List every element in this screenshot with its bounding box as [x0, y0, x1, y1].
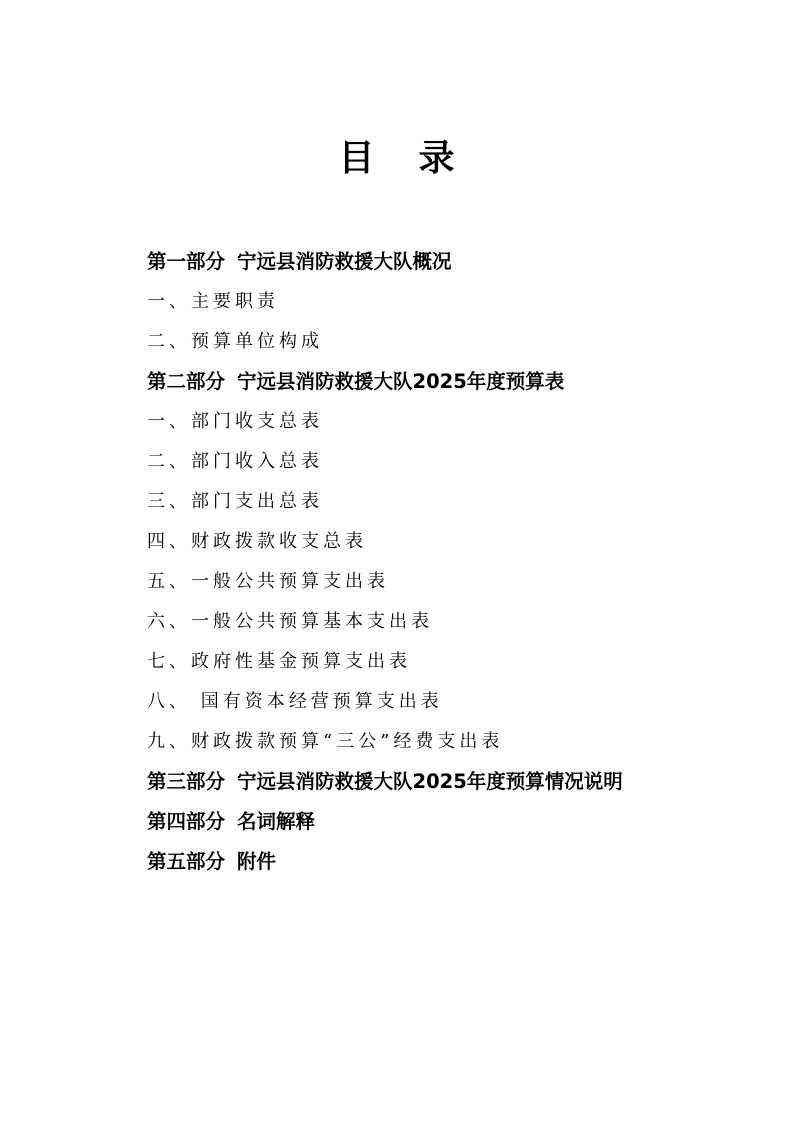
toc-item-table-2: 二、部门收入总表 — [147, 451, 323, 472]
toc-item-table-3: 三、部门支出总表 — [147, 491, 323, 512]
toc-part-label: 第三部分 — [147, 770, 226, 793]
toc-part-label: 第五部分 — [147, 850, 226, 873]
toc-part-text: 宁远县消防救援大队概况 — [237, 250, 452, 273]
toc-item-table-8: 八、 国有资本经营预算支出表 — [147, 691, 443, 712]
toc-part-5 — [147, 846, 767, 886]
toc-part-text: 宁远县消防救援大队2025年度预算情况说明 — [237, 770, 623, 793]
toc-part-text: 附件 — [237, 850, 277, 873]
toc-part-label: 第一部分 — [147, 250, 226, 273]
toc-part-1 — [147, 246, 767, 286]
toc-part-label: 第四部分 — [147, 810, 226, 833]
toc-item-table-5: 五、一般公共预算支出表 — [147, 571, 389, 592]
toc-list — [147, 246, 767, 886]
toc-item-table-9: 九、财政拨款预算“三公”经费支出表 — [147, 731, 504, 752]
toc-title-char-2: 录 — [418, 137, 455, 179]
toc-part-text: 宁远县消防救援大队2025年度预算表 — [237, 370, 565, 393]
toc-part-text: 名词解释 — [237, 810, 316, 833]
toc-part-3 — [147, 766, 767, 806]
toc-item-table-1: 一、部门收支总表 — [147, 411, 323, 432]
toc-item-main-duties: 一、主要职责 — [147, 291, 279, 312]
toc-part-2 — [147, 366, 767, 406]
toc-part-label: 第二部分 — [147, 370, 226, 393]
toc-item-table-4: 四、财政拨款收支总表 — [147, 531, 367, 552]
toc-part-4 — [147, 806, 767, 846]
toc-item-table-7: 七、政府性基金预算支出表 — [147, 651, 411, 672]
toc-item-table-6: 六、一般公共预算基本支出表 — [147, 611, 433, 632]
toc-title — [0, 134, 793, 182]
toc-item-unit-composition: 二、预算单位构成 — [147, 331, 323, 352]
toc-title-char-1: 目 — [338, 137, 375, 179]
